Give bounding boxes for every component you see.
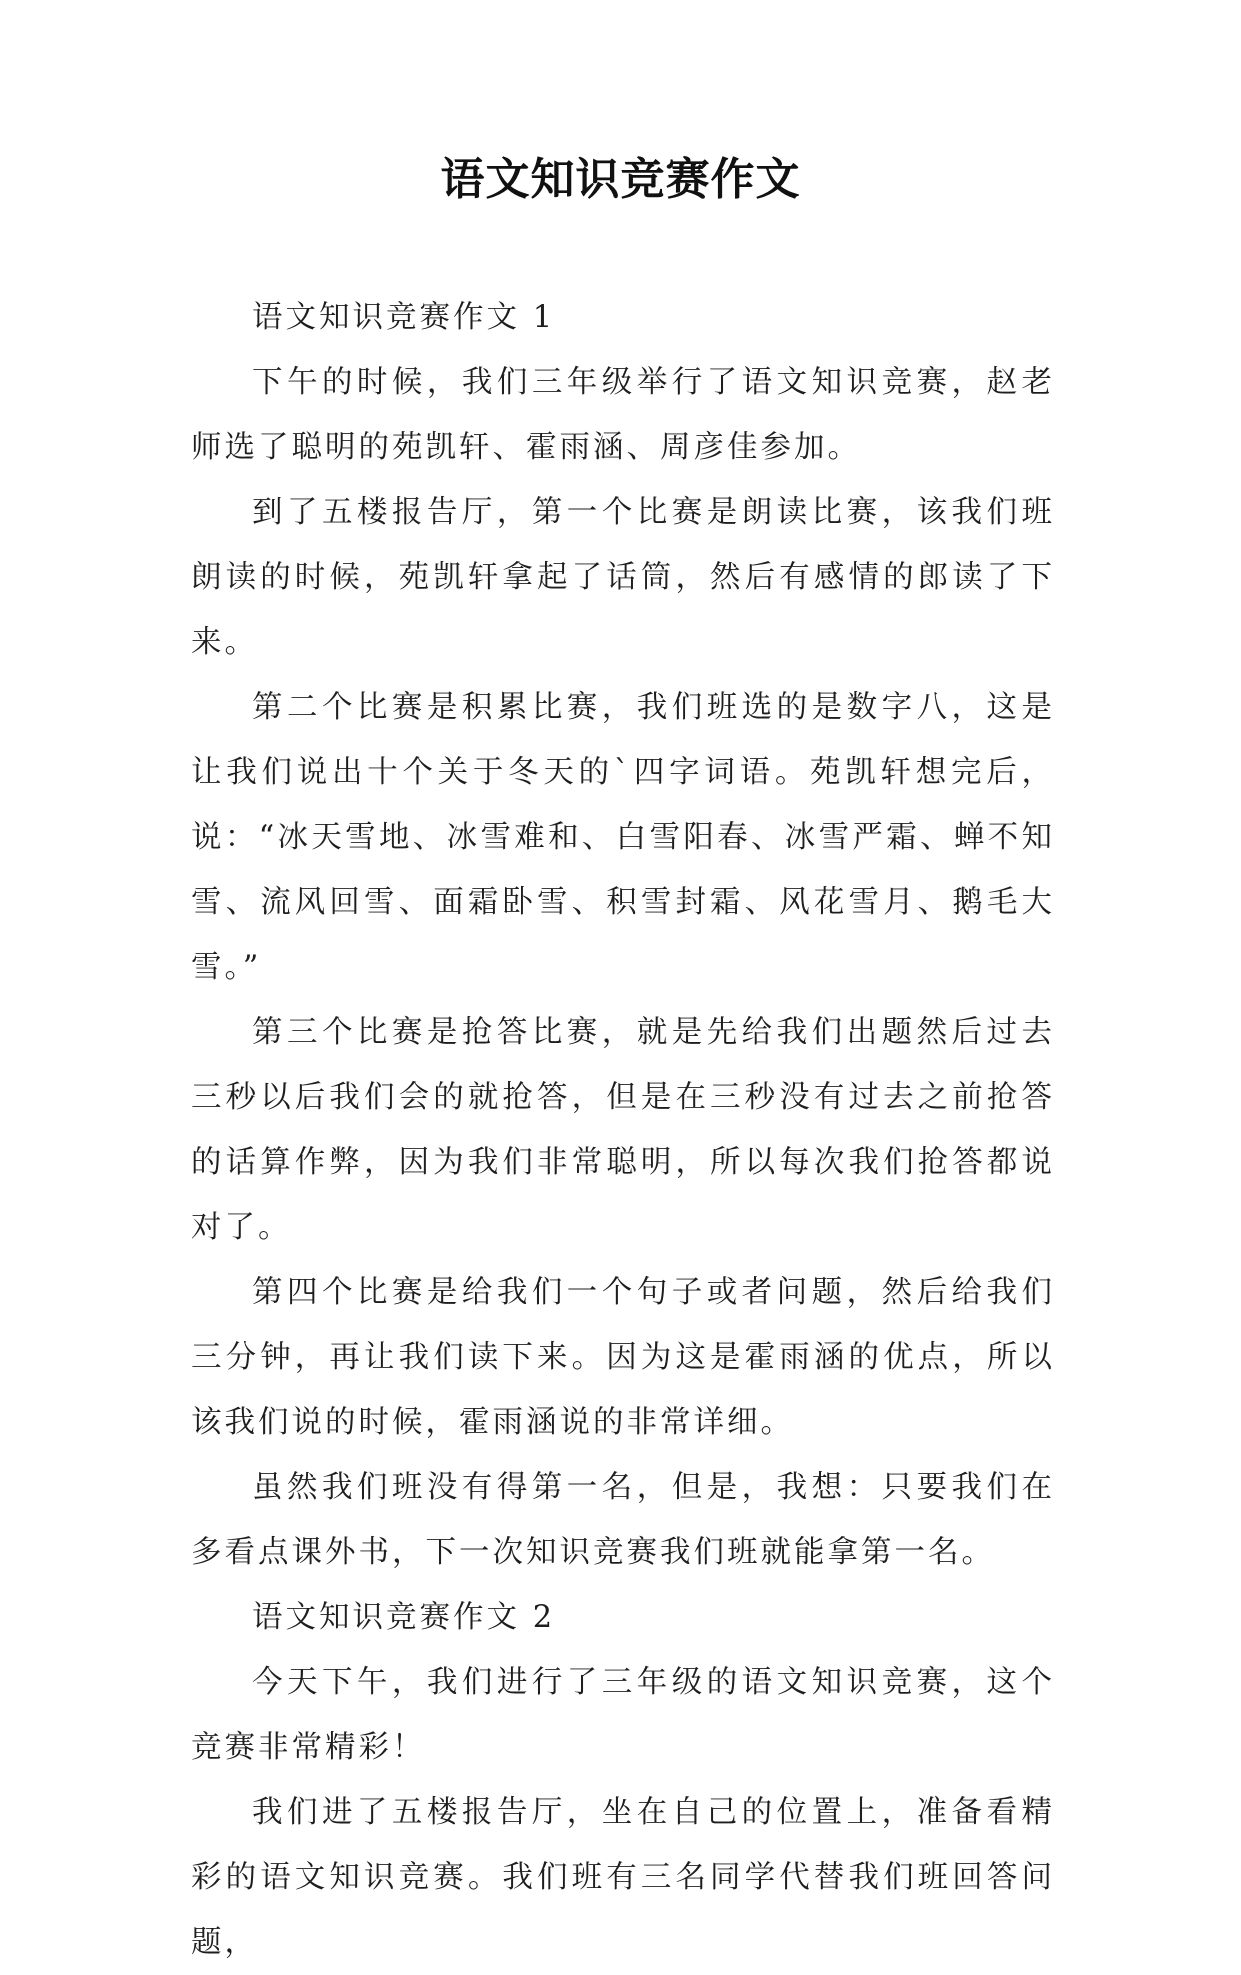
paragraph: 下午的时候，我们三年级举行了语文知识竞赛，赵老师选了聪明的苑凯轩、霍雨涵、周彦佳参加。 xyxy=(191,365,1055,465)
document-body xyxy=(191,285,1055,1975)
document-title: 语文知识竞赛作文 xyxy=(440,154,801,205)
paragraph: 第三个比赛是抢答比赛，就是先给我们出题然后过去三秒以后我们会的就抢答，但是在三秒没有过去之前抢答的话算作弊，因为我们非常聪明，所以每次我们抢答都说对了。 xyxy=(191,1015,1055,1245)
paragraph: 到了五楼报告厅，第一个比赛是朗读比赛，该我们班朗读的时候，苑凯轩拿起了话筒，然后有感情的郎读了下来。 xyxy=(191,495,1055,660)
paragraph: 我们进了五楼报告厅，坐在自己的位置上，准备看精彩的语文知识竞赛。我们班有三名同学代替我们班回答问题， xyxy=(191,1795,1055,1960)
paragraph: 虽然我们班没有得第一名，但是，我想：只要我们在多看点课外书，下一次知识竞赛我们班就能拿第一名。 xyxy=(191,1470,1055,1570)
paragraph-heading-1: 语文知识竞赛作文 1 xyxy=(252,300,556,335)
paragraph: 今天下午，我们进行了三年级的语文知识竞赛，这个竞赛非常精彩！ xyxy=(191,1665,1055,1765)
paragraph-heading-2: 语文知识竞赛作文 2 xyxy=(252,1600,556,1635)
paragraph: 第二个比赛是积累比赛，我们班选的是数字八，这是让我们说出十个关于冬天的`四字词语。苑凯轩想完后，说：“冰天雪地、冰雪难和、白雪阳春、冰雪严霜、蝉不知雪、流风回雪、面霜卧雪、积雪封霜、风花雪月、鹅毛大雪。” xyxy=(191,690,1055,985)
paragraph: 第四个比赛是给我们一个句子或者问题，然后给我们三分钟，再让我们读下来。因为这是霍雨涵的优点，所以该我们说的时候，霍雨涵说的非常详细。 xyxy=(191,1275,1055,1440)
